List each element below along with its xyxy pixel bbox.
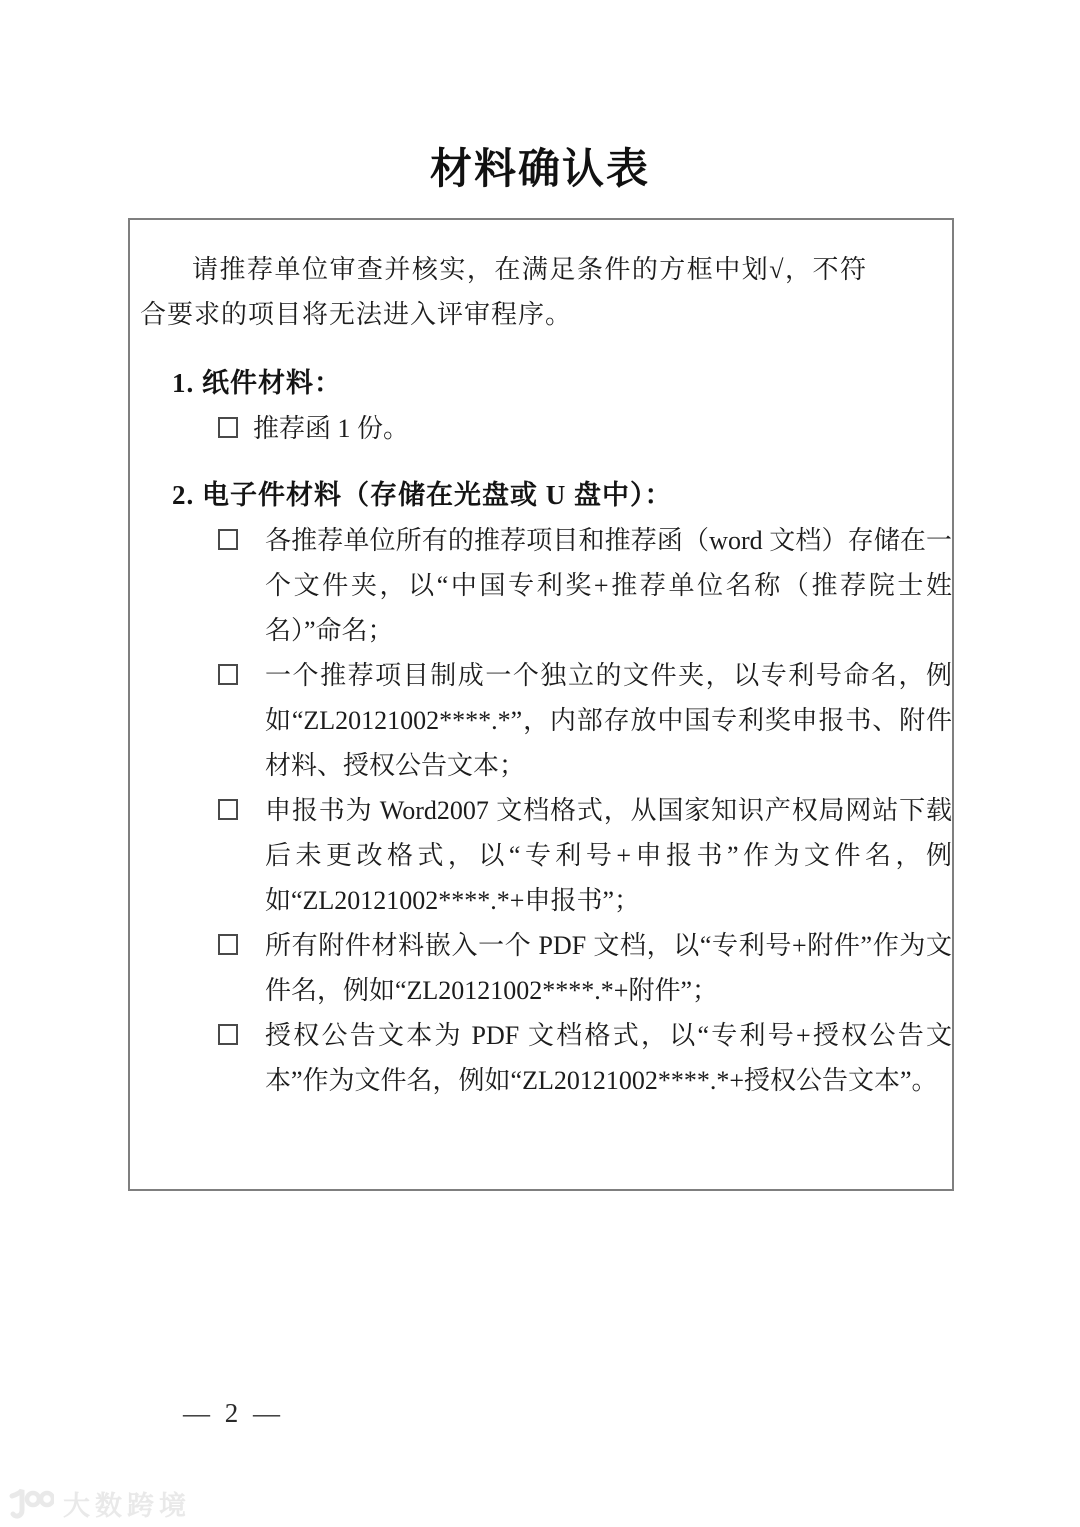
intro-paragraph: 请推荐单位审查并核实，在满足条件的方框中划√，不符合要求的项目将无法进入评审程序。	[140, 255, 867, 329]
confirmation-box	[128, 218, 954, 1191]
checklist-item-label: 各推荐单位所有的推荐项目和推荐函（word 文档）存储在一个文件夹，以“中国专利奖+推荐单位名称（推荐院士姓名）”命名；	[265, 526, 952, 645]
checklist-item	[218, 406, 952, 451]
checklist-item	[218, 518, 952, 653]
section-2-heading: 2. 电子件材料（存储在光盘或 U 盘中）：	[172, 480, 673, 510]
checklist-item-label: 授权公告文本为 PDF 文档格式，以“专利号+授权公告文本”作为文件名，例如“ZL20121002****.*+授权公告文本”。	[265, 1021, 952, 1095]
watermark-100-logo-icon	[8, 1488, 54, 1520]
section-1-heading: 1. 纸件材料：	[172, 368, 342, 398]
checklist-item-label: 申报书为 Word2007 文档格式，从国家知识产权局网站下载后未更改格式，以“专利号+申报书”作为文件名，例如“ZL20121002****.*+申报书”；	[265, 796, 952, 915]
checklist-item-label: 推荐函 1 份。	[253, 414, 410, 443]
watermark	[8, 1484, 191, 1523]
checkbox-project-folder[interactable]	[218, 664, 238, 685]
checklist-item	[218, 788, 952, 923]
checklist-item-label: 所有附件材料嵌入一个 PDF 文档，以“专利号+附件”作为文件名，例如“ZL20121002****.*+附件”；	[265, 931, 952, 1005]
checkbox-folder-naming[interactable]	[218, 529, 238, 550]
page-title: 材料确认表	[429, 145, 650, 192]
checklist-item	[218, 923, 952, 1013]
checkbox-paper-letter[interactable]	[218, 417, 238, 438]
checkbox-attachment-pdf[interactable]	[218, 934, 238, 955]
watermark-brand: 大数跨境	[63, 1491, 191, 1522]
checklist-item	[218, 1013, 952, 1103]
checkbox-grant-announcement[interactable]	[218, 1024, 238, 1045]
page-number: — 2 —	[183, 1398, 284, 1428]
checkbox-application-doc[interactable]	[218, 799, 238, 820]
checklist-item	[218, 653, 952, 788]
checklist-item-label: 一个推荐项目制成一个独立的文件夹，以专利号命名，例如“ZL20121002****.*”，内部存放中国专利奖申报书、附件材料、授权公告文本；	[265, 661, 952, 780]
